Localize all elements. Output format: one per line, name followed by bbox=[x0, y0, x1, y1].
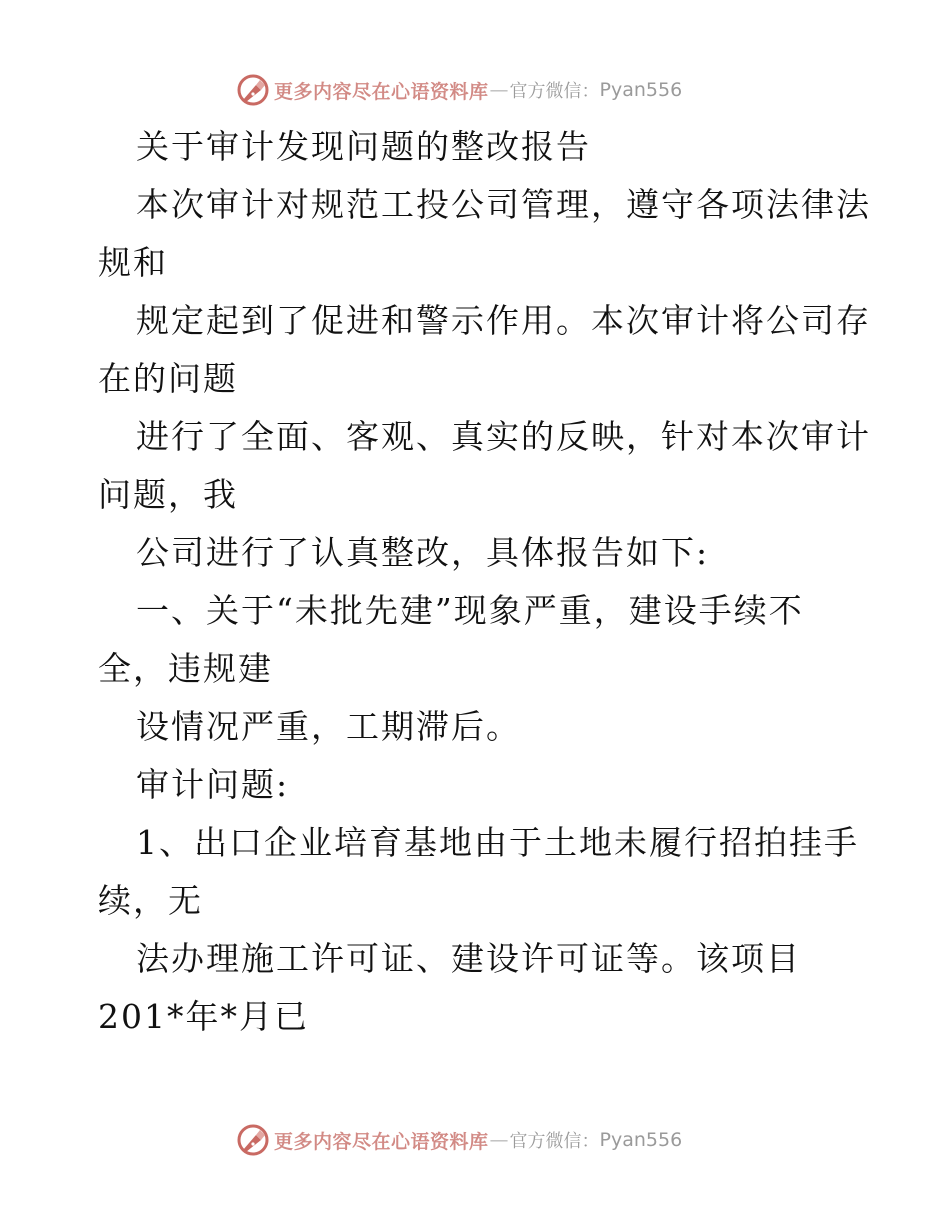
watermark-sub-text: 官方微信： bbox=[509, 81, 600, 102]
paragraph-line: 法办理施工许可证、建设许可证等。该项目 bbox=[136, 939, 801, 978]
section-heading: 一、关于“未批先建”现象严重，建设手续不 bbox=[136, 591, 804, 630]
subsection-heading: 审计问题: bbox=[136, 765, 290, 804]
header-watermark bbox=[236, 73, 682, 107]
watermark-wechat-id: Pyan556 bbox=[599, 1129, 683, 1151]
watermark-dash: — bbox=[489, 1129, 509, 1151]
paragraph-line: 问题，我 bbox=[98, 475, 238, 514]
paragraph-line: 公司进行了认真整改，具体报告如下: bbox=[136, 533, 710, 572]
paragraph-line: 在的问题 bbox=[98, 359, 238, 398]
paragraph-line: 设情况严重，工期滞后。 bbox=[136, 707, 521, 746]
list-item: 1、出口企业培育基地由于土地未履行招拍挂手 bbox=[136, 823, 859, 862]
paragraph-line: 规定起到了促进和警示作用。本次审计将公司存 bbox=[136, 301, 871, 340]
document-title: 关于审计发现问题的整改报告 bbox=[136, 127, 591, 166]
document-body bbox=[98, 118, 871, 1046]
paragraph-line: 续，无 bbox=[98, 881, 203, 920]
footer-watermark bbox=[236, 1123, 682, 1157]
watermark-main-text: 更多内容尽在心语资料库 bbox=[274, 80, 489, 103]
watermark-wechat-id: Pyan556 bbox=[599, 79, 683, 101]
paragraph-line: 规和 bbox=[98, 243, 168, 282]
paragraph-line: 全，违规建 bbox=[98, 649, 273, 688]
watermark-sub-text: 官方微信： bbox=[509, 1131, 600, 1152]
paragraph-line: 进行了全面、客观、真实的反映，针对本次审计 bbox=[136, 417, 871, 456]
watermark-dash: — bbox=[489, 79, 509, 101]
paragraph-line: 本次审计对规范工投公司管理，遵守各项法律法 bbox=[136, 185, 871, 224]
paragraph-line: 201*年*月已 bbox=[98, 997, 309, 1036]
pen-nib-logo-icon bbox=[236, 73, 270, 107]
pen-nib-logo-icon bbox=[236, 1123, 270, 1157]
watermark-main-text: 更多内容尽在心语资料库 bbox=[274, 1130, 489, 1153]
